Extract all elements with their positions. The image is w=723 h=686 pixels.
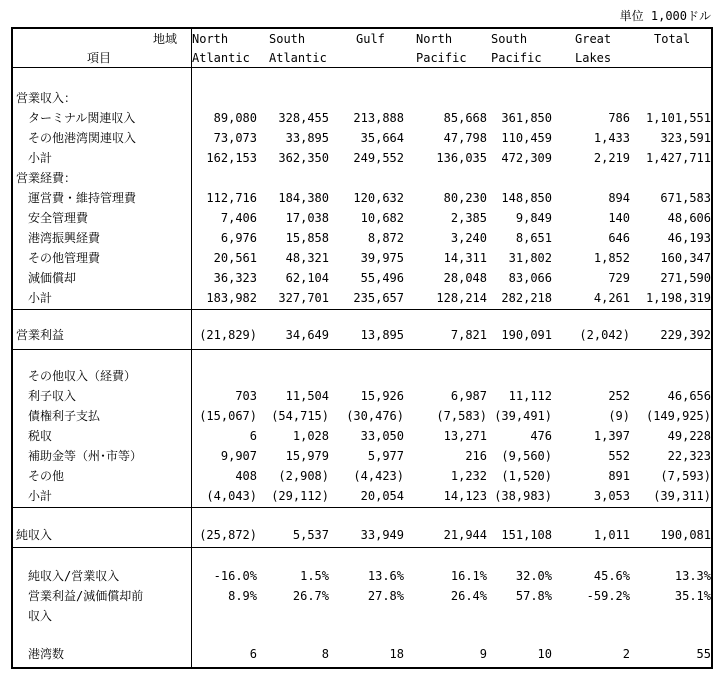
table-cell: 671,583 (660, 191, 711, 205)
row-label: 債権利子支払 (16, 409, 101, 423)
row-label: 小計 (16, 291, 53, 305)
table-cell: 31,802 (508, 251, 552, 265)
table-cell: 15,926 (360, 389, 404, 403)
table-cell: (9) (608, 409, 630, 423)
table-cell: (25,872) (199, 528, 257, 542)
table-cell: 33,949 (360, 528, 404, 542)
unit-label: 単位 1,000ドル (619, 9, 711, 23)
table-cell: 7,406 (220, 211, 257, 225)
table-cell: 11,112 (508, 389, 552, 403)
table-cell: (4,043) (206, 489, 257, 503)
column-header-line1: Total (654, 32, 691, 46)
item-header: 項目 (87, 51, 112, 65)
column-header-line1: Great (575, 32, 612, 46)
table-cell: 151,108 (501, 528, 552, 542)
table-cell: 73,073 (213, 131, 257, 145)
table-cell: 26.4% (450, 589, 487, 603)
table-cell: 6,987 (450, 389, 487, 403)
table-cell: (15,067) (199, 409, 257, 423)
table-cell: 282,218 (501, 291, 552, 305)
table-cell: (149,925) (645, 409, 711, 423)
table-cell: 28,048 (443, 271, 487, 285)
table-cell: 361,850 (501, 111, 552, 125)
table-cell: 190,081 (660, 528, 711, 542)
table-cell: 408 (235, 469, 257, 483)
table-cell: 45.6% (593, 569, 630, 583)
table-cell: 20,561 (213, 251, 257, 265)
table-cell: (29,112) (271, 489, 329, 503)
table-cell: 1,011 (593, 528, 630, 542)
table-cell: 894 (608, 191, 630, 205)
row-label: その他収入（経費） (16, 369, 137, 383)
table-cell: 10,682 (360, 211, 404, 225)
table-cell: 184,380 (278, 191, 329, 205)
row-label: 収入 (16, 609, 53, 623)
table-cell: 5,977 (367, 449, 404, 463)
table-cell: (2,908) (278, 469, 329, 483)
table-cell: 13.3% (674, 569, 711, 583)
table-cell: 140 (608, 211, 630, 225)
table-cell: 10 (537, 647, 552, 661)
table-cell: 46,193 (667, 231, 711, 245)
table-cell: 48,606 (667, 211, 711, 225)
table-cell: 33,050 (360, 429, 404, 443)
row-label: 小計 (16, 489, 53, 503)
table-cell: (54,715) (271, 409, 329, 423)
column-header-line2: Pacific (491, 51, 542, 65)
table-cell: 216 (465, 449, 487, 463)
table-cell: 26.7% (292, 589, 329, 603)
table-cell: 34,649 (285, 328, 329, 342)
table-cell: (4,423) (353, 469, 404, 483)
table-cell: (21,829) (199, 328, 257, 342)
table-cell: 1,427,711 (645, 151, 711, 165)
table-cell: (7,583) (436, 409, 487, 423)
table-cell: 15,979 (285, 449, 329, 463)
table-cell: (7,593) (660, 469, 711, 483)
table-cell: 49,228 (667, 429, 711, 443)
table-cell: 89,080 (213, 111, 257, 125)
table-cell: 112,716 (206, 191, 257, 205)
table-cell: 786 (608, 111, 630, 125)
table-cell: 85,668 (443, 111, 487, 125)
row-label: 安全管理費 (16, 211, 89, 225)
table-cell: 22,323 (667, 449, 711, 463)
table-cell: (2,042) (579, 328, 630, 342)
section-divider (13, 349, 711, 350)
table-cell: 160,347 (660, 251, 711, 265)
table-cell: 57.8% (515, 589, 552, 603)
table-cell: 252 (608, 389, 630, 403)
table-cell: 13,271 (443, 429, 487, 443)
table-cell: 1,232 (450, 469, 487, 483)
table-cell: 8 (321, 647, 329, 661)
table-cell: 249,552 (353, 151, 404, 165)
table-cell: 55,496 (360, 271, 404, 285)
row-label: 補助金等（州･市等） (16, 449, 143, 463)
table-cell: 9,849 (515, 211, 552, 225)
table-cell: 110,459 (501, 131, 552, 145)
table-cell: 729 (608, 271, 630, 285)
table-cell: 39,975 (360, 251, 404, 265)
table-cell: 36,323 (213, 271, 257, 285)
column-header-line2: Pacific (416, 51, 467, 65)
table-cell: 55 (696, 647, 711, 661)
table-cell: 128,214 (436, 291, 487, 305)
column-header-line1: North (416, 32, 453, 46)
table-cell: 62,104 (285, 271, 329, 285)
section-divider (13, 507, 711, 508)
table-cell: (39,311) (653, 489, 711, 503)
table-cell: 7,821 (450, 328, 487, 342)
financial-table (11, 27, 713, 669)
section-divider (13, 547, 711, 548)
table-cell: 148,850 (501, 191, 552, 205)
table-cell: 9 (479, 647, 487, 661)
column-header-line2: Atlantic (269, 51, 327, 65)
table-cell: 1,198,319 (645, 291, 711, 305)
table-cell: 213,888 (353, 111, 404, 125)
table-cell: 120,632 (353, 191, 404, 205)
table-cell: 1.5% (300, 569, 329, 583)
table-cell: (1,520) (501, 469, 552, 483)
row-label: 利子収入 (16, 389, 77, 403)
table-cell: 183,982 (206, 291, 257, 305)
label-column-divider (191, 29, 192, 667)
table-cell: 5,537 (292, 528, 329, 542)
table-cell: -59.2% (586, 589, 630, 603)
table-cell: 14,311 (443, 251, 487, 265)
column-header-line1: Gulf (356, 32, 385, 46)
table-cell: 11,504 (285, 389, 329, 403)
column-header-line1: South (491, 32, 528, 46)
table-cell: 15,858 (285, 231, 329, 245)
table-cell: (30,476) (346, 409, 404, 423)
row-label: 純収入 (16, 528, 53, 542)
table-cell: 323,591 (660, 131, 711, 145)
column-header-line2: Atlantic (192, 51, 250, 65)
table-cell: (39,491) (494, 409, 552, 423)
table-cell: 136,035 (436, 151, 487, 165)
table-cell: 9,907 (220, 449, 257, 463)
row-label: 営業経費： (16, 171, 77, 185)
row-label: その他 (16, 469, 65, 483)
table-cell: 6 (249, 429, 257, 443)
row-label: 港湾数 (16, 647, 65, 661)
table-cell: 20,054 (360, 489, 404, 503)
table-cell: 33,895 (285, 131, 329, 145)
table-cell: 35.1% (674, 589, 711, 603)
row-label: 税収 (16, 429, 53, 443)
table-cell: 46,656 (667, 389, 711, 403)
table-cell: 162,153 (206, 151, 257, 165)
table-cell: -16.0% (213, 569, 257, 583)
table-cell: 80,230 (443, 191, 487, 205)
row-label: 営業収入： (16, 91, 77, 105)
table-cell: 328,455 (278, 111, 329, 125)
row-label: 純収入/営業収入 (16, 569, 120, 583)
table-cell: 1,028 (292, 429, 329, 443)
table-cell: 8,651 (515, 231, 552, 245)
table-cell: 327,701 (278, 291, 329, 305)
column-header-line2: Lakes (575, 51, 612, 65)
table-cell: 6 (249, 647, 257, 661)
table-cell: 16.1% (450, 569, 487, 583)
row-label: ターミナル関連収入 (16, 111, 136, 125)
table-cell: 17,038 (285, 211, 329, 225)
table-cell: 48,321 (285, 251, 329, 265)
table-cell: 13,895 (360, 328, 404, 342)
table-cell: 1,852 (593, 251, 630, 265)
row-label: 減価償却 (16, 271, 77, 285)
table-cell: 472,309 (501, 151, 552, 165)
table-cell: 83,066 (508, 271, 552, 285)
table-cell: (9,560) (501, 449, 552, 463)
table-cell: 190,091 (501, 328, 552, 342)
table-cell: 2,385 (450, 211, 487, 225)
table-cell: 27.8% (367, 589, 404, 603)
row-label: 営業利益 (16, 328, 65, 342)
table-cell: (38,983) (494, 489, 552, 503)
row-label: 営業利益/減価償却前 (16, 589, 144, 603)
table-cell: 1,433 (593, 131, 630, 145)
table-cell: 2 (622, 647, 630, 661)
table-cell: 21,944 (443, 528, 487, 542)
region-header: 地域 (153, 32, 178, 46)
table-cell: 47,798 (443, 131, 487, 145)
table-cell: 32.0% (515, 569, 552, 583)
table-cell: 476 (530, 429, 552, 443)
table-cell: 6,976 (220, 231, 257, 245)
section-divider (13, 309, 711, 310)
row-label: 港湾振興経費 (16, 231, 101, 245)
table-cell: 35,664 (360, 131, 404, 145)
row-label: その他港湾関連収入 (16, 131, 137, 145)
table-cell: 1,397 (593, 429, 630, 443)
table-cell: 362,350 (278, 151, 329, 165)
table-cell: 18 (389, 647, 404, 661)
row-label: 小計 (16, 151, 53, 165)
table-cell: 1,101,551 (645, 111, 711, 125)
table-cell: 552 (608, 449, 630, 463)
table-cell: 13.6% (367, 569, 404, 583)
table-cell: 271,590 (660, 271, 711, 285)
table-cell: 3,053 (593, 489, 630, 503)
table-cell: 8,872 (367, 231, 404, 245)
table-cell: 8.9% (228, 589, 257, 603)
table-cell: 646 (608, 231, 630, 245)
table-cell: 3,240 (450, 231, 487, 245)
table-cell: 14,123 (443, 489, 487, 503)
row-label: 運営費・維持管理費 (16, 191, 137, 205)
table-cell: 235,657 (353, 291, 404, 305)
row-label: その他管理費 (16, 251, 101, 265)
column-header-line1: South (269, 32, 306, 46)
table-cell: 229,392 (660, 328, 711, 342)
table-cell: 2,219 (593, 151, 630, 165)
table-cell: 4,261 (593, 291, 630, 305)
table-cell: 703 (235, 389, 257, 403)
table-cell: 891 (608, 469, 630, 483)
column-header-line1: North (192, 32, 229, 46)
